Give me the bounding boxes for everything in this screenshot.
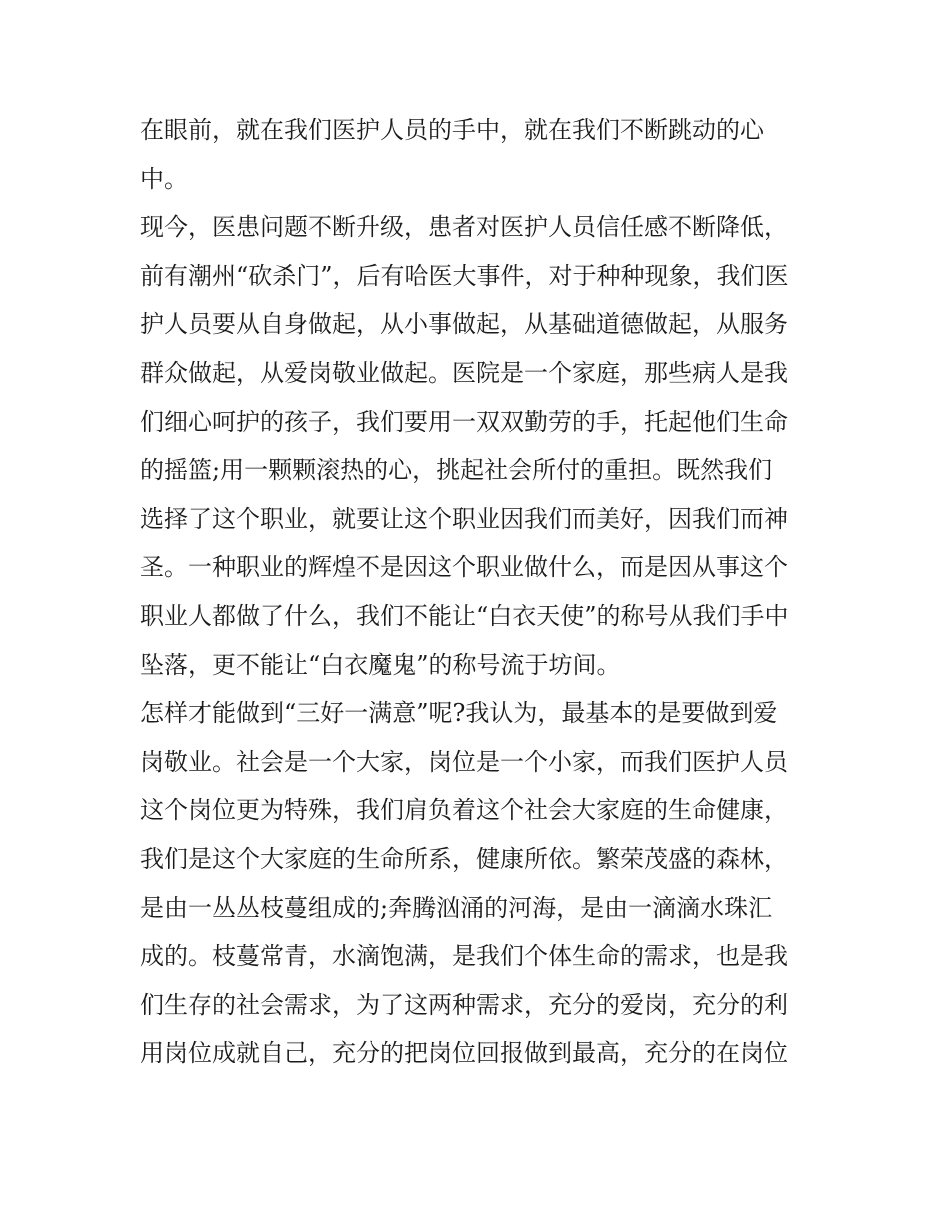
text-line: 们生存的社会需求，为了这两种需求，充分的爱岗，充分的利 xyxy=(140,990,788,1019)
text-line: 们细心呵护的孩子，我们要用一双双勤劳的手，托起他们生命 xyxy=(140,407,788,436)
text-line: 现今，医患问题不断升级，患者对医护人员信任感不断降低， xyxy=(140,213,788,242)
text-line: 这个岗位更为特殊，我们肩负着这个社会大家庭的生命健康， xyxy=(140,796,788,825)
text-line: 群众做起，从爱岗敬业做起。医院是一个家庭，那些病人是我 xyxy=(140,358,788,387)
text-line: 我们是这个大家庭的生命所系，健康所依。繁荣茂盛的森林， xyxy=(140,844,788,873)
body-text xyxy=(140,106,820,1078)
text-line: 在眼前，就在我们医护人员的手中，就在我们不断跳动的心 xyxy=(140,116,764,144)
text-line: 中。 xyxy=(140,164,188,193)
text-line: 圣。一种职业的辉煌不是因这个职业做什么，而是因从事这个 xyxy=(140,553,788,582)
text-line: 的摇篮;用一颗颗滚热的心，挑起社会所付的重担。既然我们 xyxy=(140,456,773,485)
text-line: 前有潮州“砍杀门”，后有哈医大事件，对于种种现象，我们医 xyxy=(140,261,789,290)
text-line: 岗敬业。社会是一个大家，岗位是一个小家，而我们医护人员 xyxy=(140,747,788,776)
text-line: 成的。枝蔓常青，水滴饱满，是我们个体生命的需求，也是我 xyxy=(140,942,788,971)
text-line: 职业人都做了什么，我们不能让“白衣天使”的称号从我们手中 xyxy=(140,601,789,630)
text-line: 选择了这个职业，就要让这个职业因我们而美好，因我们而神 xyxy=(140,504,788,533)
text-line: 护人员要从自身做起，从小事做起，从基础道德做起，从服务 xyxy=(140,310,788,339)
text-line: 是由一丛丛枝蔓组成的;奔腾汹涌的河海，是由一滴滴水珠汇 xyxy=(140,893,773,922)
text-line: 怎样才能做到“三好一满意”呢?我认为，最基本的是要做到爱 xyxy=(140,699,778,728)
text-line: 坠落，更不能让“白衣魔鬼”的称号流于坊间。 xyxy=(140,650,621,679)
text-line: 用岗位成就自己，充分的把岗位回报做到最高，充分的在岗位 xyxy=(140,1039,788,1068)
